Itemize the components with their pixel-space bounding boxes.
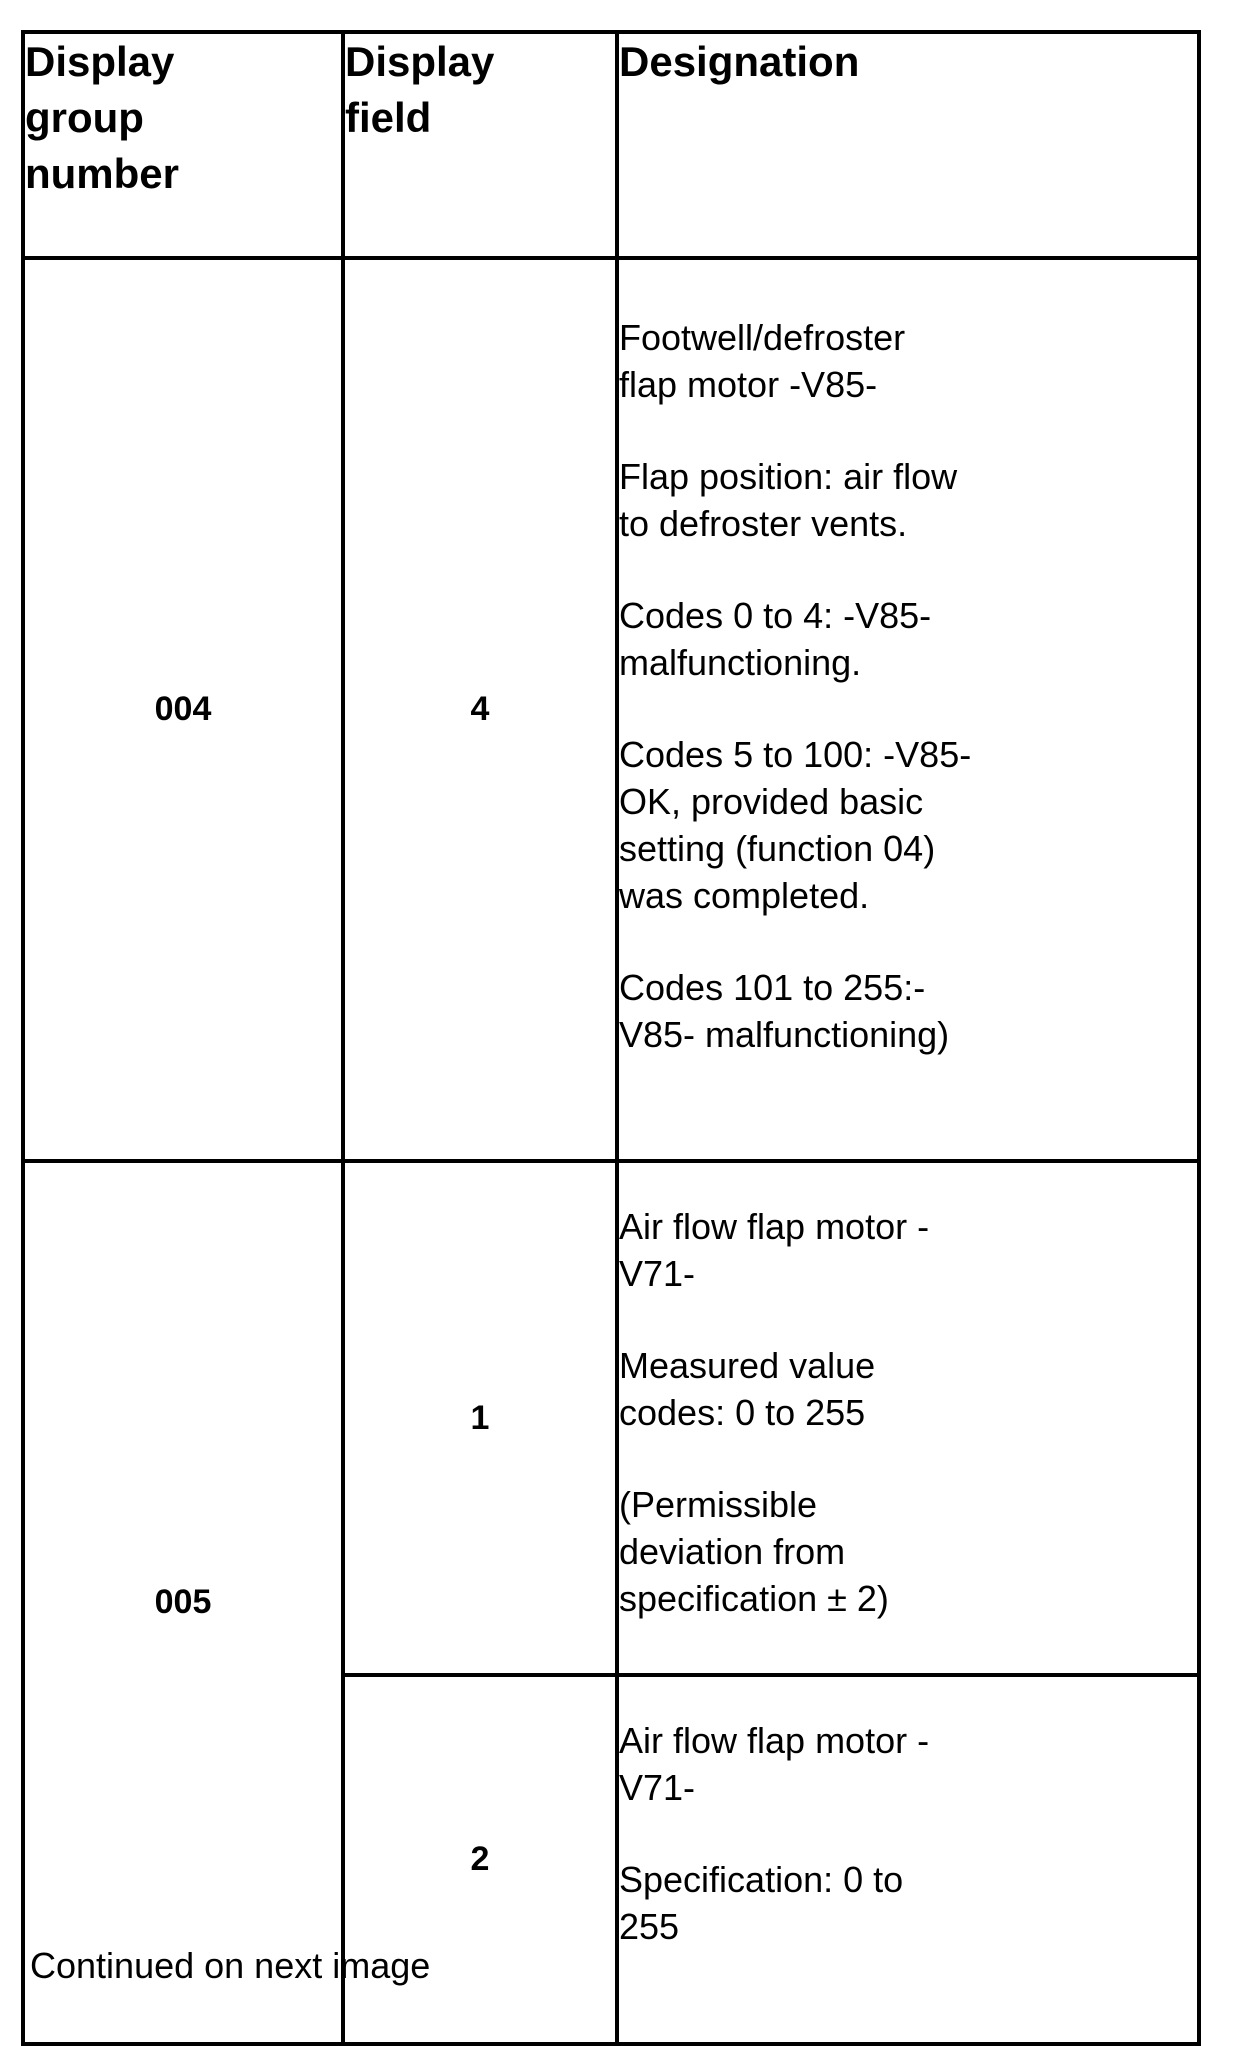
display-field-cell: 4 [343, 258, 617, 1161]
header-text-line: Display [345, 38, 495, 85]
designation-paragraph: Codes 0 to 4: -V85- malfunctioning. [619, 595, 932, 683]
header-text-line: number [25, 150, 180, 197]
table-header-row [23, 32, 1199, 258]
designation-paragraph: Specification: 0 to 255 [619, 1859, 904, 1947]
designation-paragraph: Codes 101 to 255:- V85- malfunctioning) [619, 967, 950, 1055]
group-number-cell: 005 [23, 1161, 343, 2044]
continued-note: Continued on next image [30, 1945, 431, 1986]
designation-paragraph: Air flow flap motor - V71- [619, 1206, 930, 1294]
designation-paragraph: Measured value codes: 0 to 255 [619, 1345, 876, 1433]
designation-cell [617, 1675, 1199, 2044]
designation-paragraph: Flap position: air flow to defroster vents. [619, 456, 958, 544]
designation-paragraph: (Permissible deviation from specification ± 2) [619, 1484, 889, 1619]
designation-paragraph: Air flow flap motor - V71- [619, 1720, 930, 1808]
header-text-line: group [25, 94, 144, 141]
header-display-group-number [23, 32, 343, 258]
header-display-field [343, 32, 617, 258]
display-field-cell: 1 [343, 1161, 617, 1675]
header-text-line: field [345, 94, 432, 141]
table-row [23, 258, 1199, 1161]
designation-cell [617, 1161, 1199, 1675]
group-number-cell: 004 [23, 258, 343, 1161]
header-designation [617, 32, 1199, 258]
designation-paragraph: Codes 5 to 100: -V85- OK, provided basic setting (function 04) was completed. [619, 734, 972, 916]
display-field-cell: 2 [343, 1675, 617, 2044]
designation-cell [617, 258, 1199, 1161]
display-group-table [21, 30, 1201, 2046]
designation-paragraph: Footwell/defroster flap motor -V85- [619, 317, 906, 405]
table-row [23, 1161, 1199, 1675]
header-text-line: Designation [619, 38, 860, 85]
header-text-line: Display [25, 38, 175, 85]
